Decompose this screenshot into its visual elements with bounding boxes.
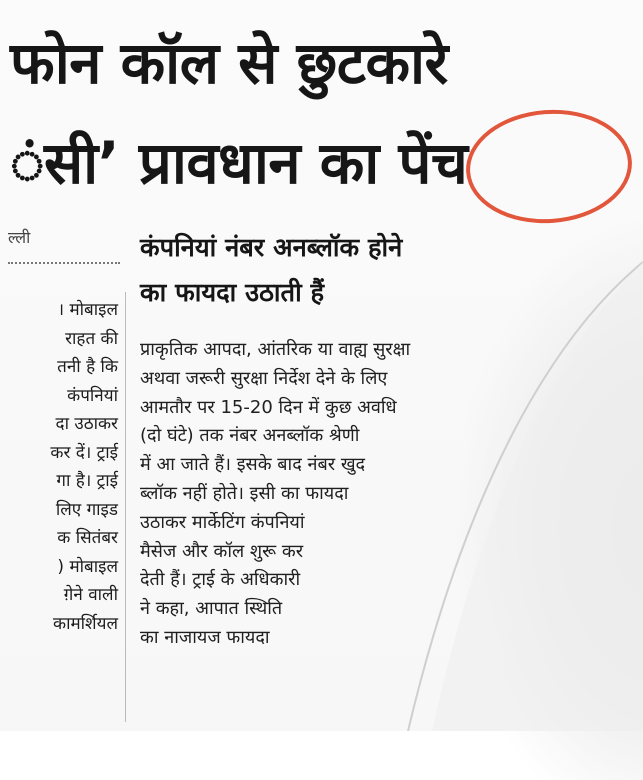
body-line: (दो घंटे) तक नंबर अनब्लॉक श्रेणी <box>140 425 360 447</box>
headline-line-2: ंसी’ प्रावधान का पेंच <box>10 129 468 197</box>
body-line: ब्लॉक नहीं होते। इसी का फायदा <box>140 482 349 504</box>
article-body <box>140 336 540 653</box>
left-column-line: कामर्शियल <box>53 613 118 634</box>
body-line: उठाकर मार्केटिंग कंपनियां <box>140 511 305 533</box>
left-column-line: गा है। ट्राई <box>56 471 118 491</box>
body-line: आमतौर पर 15-20 दिन में कुछ अवधि <box>140 396 397 418</box>
left-column-line: लिए गाइड <box>55 499 118 520</box>
left-column-line: राहत की <box>65 328 118 349</box>
subheading-line: कंपनियां नंबर अनब्लॉक होने <box>140 233 403 263</box>
left-column-line: क सितंबर <box>57 528 118 548</box>
left-column <box>6 296 118 638</box>
byline: ल्ली <box>8 228 31 247</box>
subheading <box>140 226 560 316</box>
subheading-line: का फायदा उठाती हैं <box>140 278 325 308</box>
column-divider <box>125 292 126 722</box>
body-line: प्राकृतिक आपदा, आंतरिक या वाह्य सुरक्षा <box>140 339 411 360</box>
body-line: ने कहा, आपात स्थिति <box>140 598 283 620</box>
left-column-line: कंपनियां <box>67 385 118 406</box>
body-line: देती हैं। ट्राई के अधिकारी <box>140 569 301 591</box>
highlight-circle <box>462 104 635 228</box>
left-column-line: दा उठाकर <box>55 414 118 434</box>
left-column-line: । मोबाइल <box>57 300 118 320</box>
left-column-line: ग़ेने वाली <box>63 585 118 605</box>
left-column-line: कर दें। ट्राई <box>50 442 118 463</box>
body-line: का नाजायज फायदा <box>140 626 270 648</box>
body-line: मैसेज और कॉल शुरू कर <box>140 540 304 562</box>
left-column-line: तनी है कि <box>57 357 118 377</box>
left-column-line: ) मोबाइल <box>57 556 118 577</box>
dotted-rule <box>8 262 120 264</box>
headline-line-1: फोन कॉल से छुटकारे <box>10 29 448 97</box>
body-line: अथवा जरूरी सुरक्षा निर्देश देने के लिए <box>140 367 388 389</box>
body-line: में आ जाते हैं। इसके बाद नंबर खुद <box>140 454 366 476</box>
